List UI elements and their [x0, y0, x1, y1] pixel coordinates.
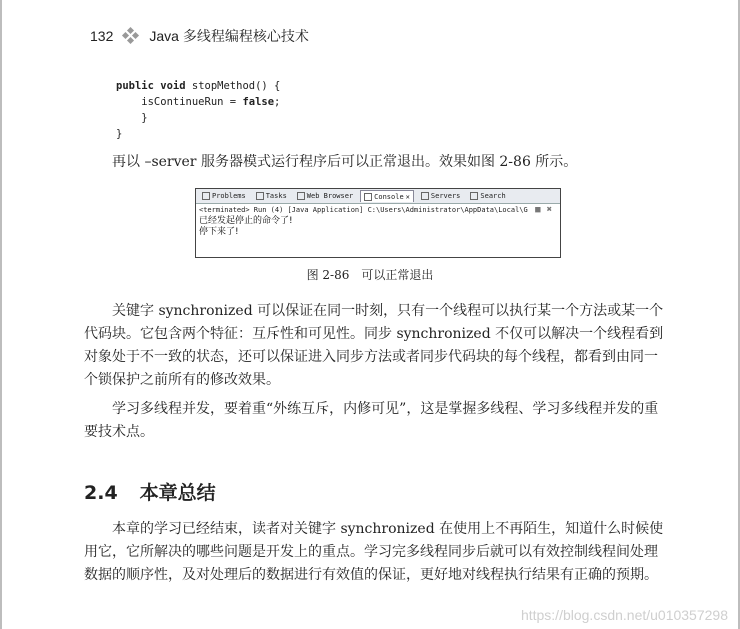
code-text: isContinueRun = — [116, 96, 243, 108]
tab-tasks[interactable] — [253, 191, 290, 202]
tasks-icon — [256, 192, 264, 200]
section-number: 2.4 — [84, 482, 118, 504]
paragraph-synchronized: 关键字 synchronized 可以保证在同一时刻，只有一个线程可以执行某一个方法或某一个代码块。它包含两个特征：互斥性和可见性。同步 synchronized 不仅可以解决一个线程看到对象处于不一致的状态，还可以保证进入同步方法或者同步代码块的每个线程，都看到由同一个锁保护之前所有的修改效果。 — [84, 303, 664, 388]
tab-web-browser[interactable] — [294, 191, 356, 202]
console-status-line — [196, 204, 560, 216]
tab-problems[interactable] — [199, 191, 249, 202]
tab-label: Search — [480, 192, 506, 200]
console-output — [196, 216, 560, 238]
tab-label: Web Browser — [306, 192, 354, 200]
servers-icon — [421, 192, 429, 200]
intro-paragraph: 再以 –server 服务器模式运行程序后可以正常退出。效果如图 2-86 所示。 — [112, 154, 578, 170]
paragraph-summary: 本章的学习已经结束，读者对关键字 synchronized 在使用上不再陌生，知道什么时候使用它，它所解决的哪些问题是开发上的重点。学习完多线程同步后就可以有效控制线程间处理数据的顺序性，及对处理后的数据进行有效值的保证，更好地对线程执行结果有正确的预期。 — [84, 521, 664, 583]
terminate-icon[interactable]: ■ — [535, 205, 541, 215]
console-output-line: 停下来了! — [199, 227, 239, 237]
tab-search[interactable] — [467, 191, 508, 202]
tab-label: Servers — [430, 192, 461, 200]
search-icon — [470, 192, 478, 200]
page-left-border — [0, 0, 2, 629]
figure-caption: 图 2-86 可以正常退出 — [306, 268, 434, 282]
code-text: } — [116, 112, 148, 124]
tab-label: Problems — [212, 192, 246, 200]
tab-console[interactable] — [360, 190, 414, 202]
console-toolbar — [535, 205, 552, 215]
console-output-line: 已经发起停止的命令了! — [199, 216, 293, 226]
page-header — [90, 26, 309, 46]
remove-launch-icon[interactable]: ✖ — [546, 205, 552, 215]
watermark-url: https://blog.csdn.net/u010357298 — [520, 607, 728, 623]
globe-icon — [297, 192, 305, 200]
page-number: 132 — [90, 28, 114, 44]
diamond-ornament-icon — [123, 28, 139, 44]
book-title: Java 多线程编程核心技术 — [149, 28, 309, 44]
problems-icon — [202, 192, 210, 200]
tab-label: Tasks — [265, 192, 287, 200]
code-keyword: false — [242, 96, 275, 108]
code-text: } — [116, 128, 123, 140]
console-screenshot — [195, 188, 561, 258]
tab-label: Console — [374, 192, 404, 201]
code-block — [116, 78, 280, 142]
tab-servers[interactable] — [418, 191, 464, 202]
section-heading — [84, 478, 216, 505]
terminated-status: <terminated> Run (4) [Java Application] C:\Users\Administrator\AppData\Local\G — [199, 206, 528, 214]
code-keyword: public void — [116, 80, 186, 92]
code-text: stopMethod() { — [185, 80, 281, 92]
paragraph-concurrency: 学习多线程并发，要着重“外练互斥，内修可见”，这是掌握多线程、学习多线程并发的重要技术点。 — [84, 401, 659, 440]
console-tab-bar — [196, 189, 560, 204]
section-title: 本章总结 — [139, 482, 216, 504]
close-icon[interactable]: ✕ — [405, 192, 410, 201]
console-icon — [364, 193, 372, 201]
code-text: ; — [274, 96, 281, 108]
